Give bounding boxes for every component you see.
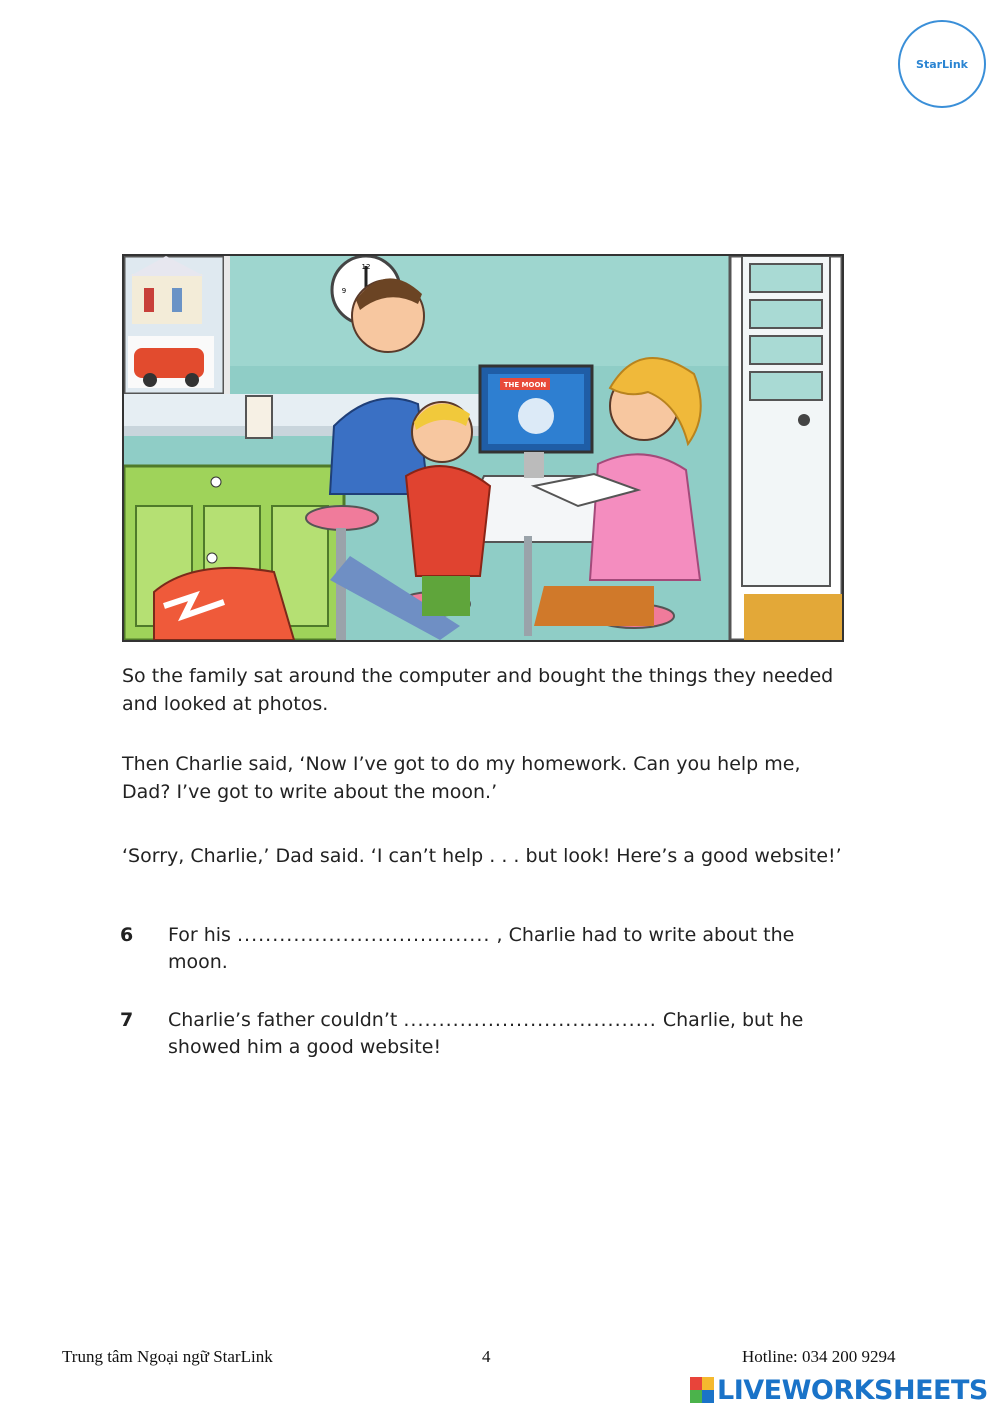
story-paragraph-2: Then Charlie said, ‘Now I’ve got to do my homework. Can you help me, Dad? I’ve got to write about the moon.’ — [122, 753, 801, 803]
answer-blank[interactable]: .................................... — [237, 924, 491, 946]
clock-number: 9 — [341, 287, 347, 295]
question-text-after: , Charlie had to write about the moon. — [168, 924, 795, 973]
clock-number: 12 — [361, 263, 371, 271]
question-text-before: For his — [168, 924, 231, 946]
liveworksheets-text: LIVEWORKSHEETS — [717, 1374, 988, 1406]
story-paragraph-3: ‘Sorry, Charlie,’ Dad said. ‘I can’t help . . . but look! Here’s a good website!’ — [122, 845, 842, 867]
question-number: 7 — [120, 1009, 134, 1031]
story-illustration — [122, 254, 844, 642]
question-text — [168, 1007, 808, 1061]
question-number: 6 — [120, 924, 134, 946]
logo-text: StarLink — [916, 57, 968, 71]
screen-title: THE MOON — [503, 381, 547, 389]
footer-center-name: Trung tâm Ngoại ngữ StarLink — [62, 1347, 273, 1366]
answer-blank[interactable]: .................................... — [403, 1009, 657, 1031]
liveworksheets-icon — [690, 1377, 714, 1403]
family-computer-illustration — [124, 256, 842, 640]
question-text-before: Charlie’s father couldn’t — [168, 1009, 398, 1031]
question-text-after: Charlie, but he showed him a good website! — [168, 1009, 804, 1058]
liveworksheets-watermark — [690, 1372, 988, 1408]
story-paragraph-1: So the family sat around the computer and bought the things they needed and looked at photos. — [122, 665, 834, 715]
page-number: 4 — [482, 1347, 491, 1366]
question-text — [168, 922, 808, 976]
footer-hotline: Hotline: 034 200 9294 — [742, 1347, 896, 1366]
starlink-logo — [898, 20, 986, 108]
